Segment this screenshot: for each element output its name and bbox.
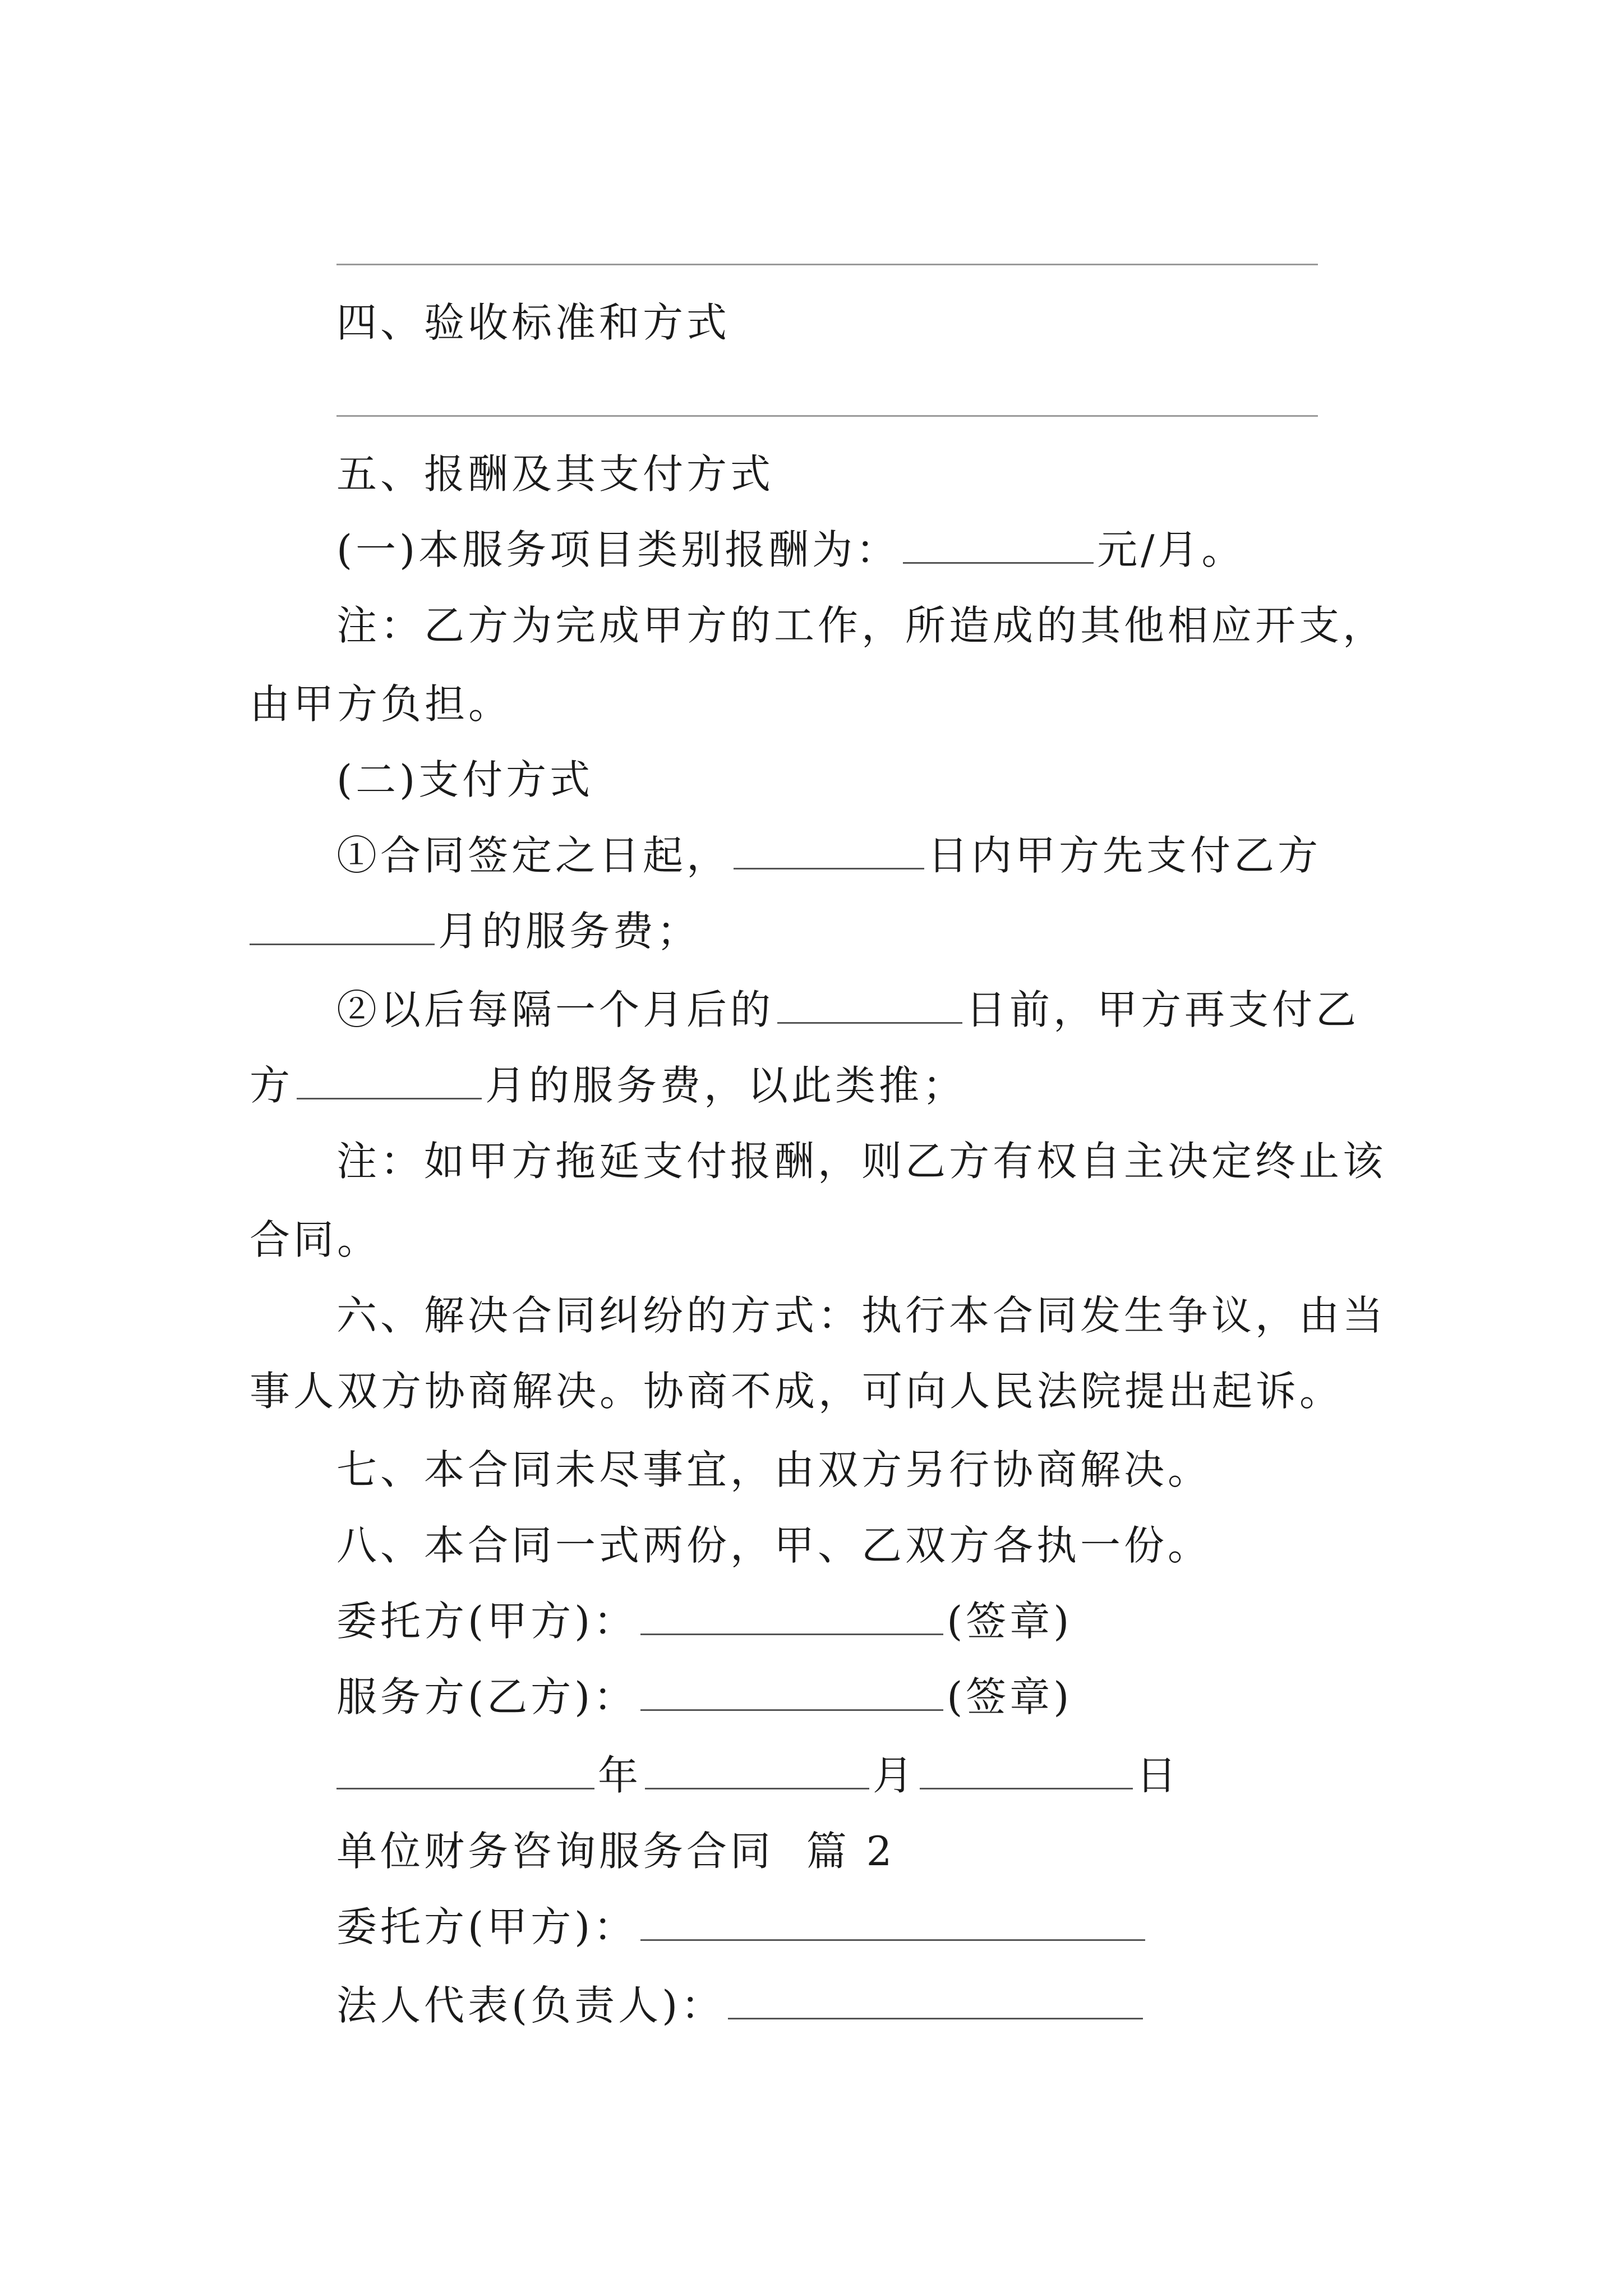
note1-line1: 注：乙方为完成甲方的工作，所造成的其他相应开支，: [336, 602, 1387, 649]
client-signature-line: 委托方(甲方)： (签章): [336, 1593, 1623, 1649]
provider-signature-line: 服务方(乙方)： (签章): [336, 1669, 1623, 1725]
pay1-line1: ①合同签定之日起， 日内甲方先支付乙方: [336, 827, 1623, 884]
fee-blank: [903, 523, 1094, 564]
section4-heading: 四、验收标准和方式: [336, 299, 731, 346]
section7: 七、本合同未尽事宜，由双方另行协商解决。: [336, 1446, 1212, 1493]
month-blank: [645, 1749, 869, 1789]
client-signature-blank: [640, 1594, 943, 1635]
section5-heading: 五、报酬及其支付方式: [336, 450, 774, 498]
pay2-day-blank: [777, 983, 962, 1024]
blank-line-section4: [336, 415, 1318, 417]
part2-title: 单位财务咨询服务合同 篇 2: [336, 1828, 896, 1875]
blank-line-section3: [336, 264, 1318, 265]
note2-line1: 注：如甲方拖延支付报酬，则乙方有权自主决定终止该: [336, 1138, 1387, 1185]
pay1-months-blank: [250, 904, 435, 945]
section8: 八、本合同一式两份，甲、乙双方各执一份。: [336, 1522, 1212, 1569]
part2-representative-line: 法人代表(负责人)：: [336, 1977, 1623, 2033]
provider-signature-blank: [640, 1670, 943, 1711]
note2-line2: 合同。: [250, 1216, 381, 1263]
part2-client-blank: [640, 1900, 1145, 1941]
pay2-months-blank: [297, 1059, 482, 1099]
payment-heading: (二)支付方式: [336, 756, 594, 803]
year-blank: [336, 1749, 594, 1789]
part2-representative-blank: [728, 1978, 1143, 2019]
section6-line1: 六、解决合同纠纷的方式：执行本合同发生争议，由当: [336, 1292, 1387, 1339]
part2-client-line: 委托方(甲方)：: [336, 1899, 1623, 1955]
date-line: 年 月 日: [336, 1747, 1623, 1803]
note1-line2: 由甲方负担。: [250, 680, 513, 728]
section6-line2: 事人双方协商解决。协商不成，可向人民法院提出起诉。: [250, 1368, 1344, 1415]
fee-line: (一)本服务项目类别报酬为： 元/月。: [336, 522, 1623, 578]
pay2-line2: 方 月的服务费，以此类推；: [250, 1057, 1623, 1114]
day-blank: [920, 1749, 1133, 1789]
pay1-days-blank: [734, 829, 924, 869]
pay2-line1: ②以后每隔一个月后的 日前，甲方再支付乙: [336, 982, 1623, 1038]
pay1-line2: 月的服务费；: [250, 903, 1623, 959]
